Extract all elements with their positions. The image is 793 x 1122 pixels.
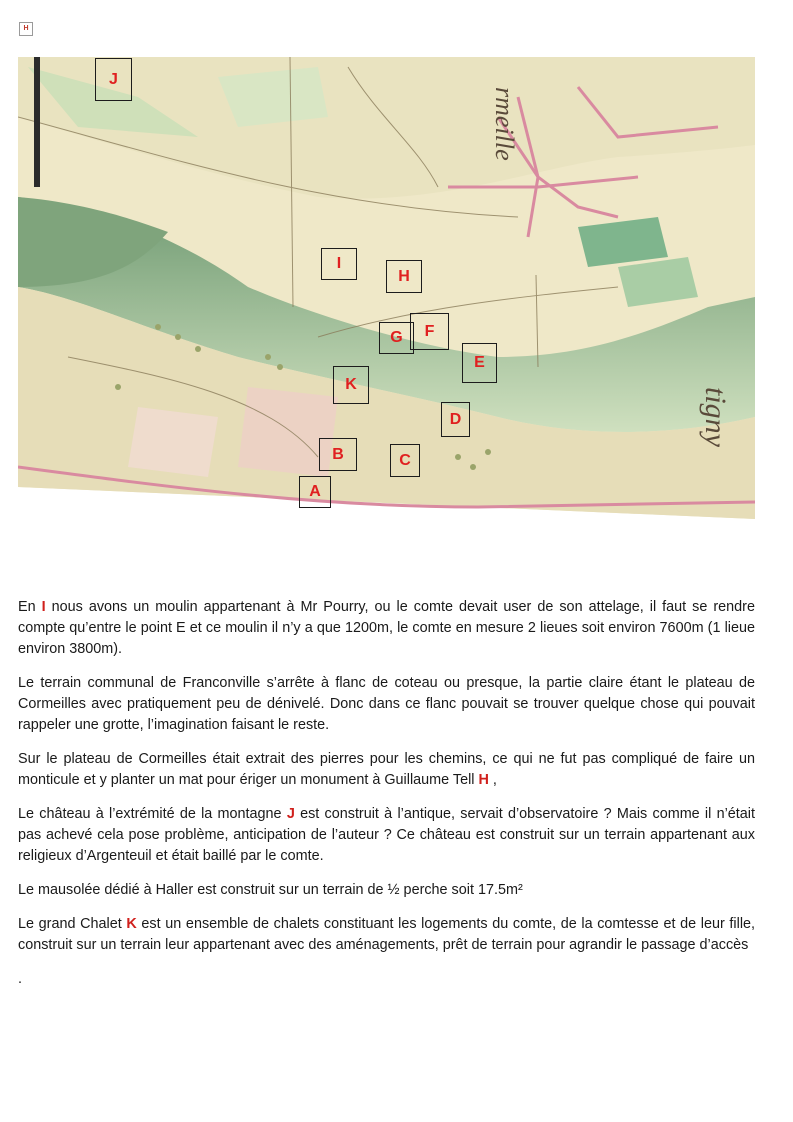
map-marker-label: I bbox=[336, 255, 342, 272]
map-marker-label: E bbox=[474, 354, 485, 371]
map-marker-a bbox=[299, 476, 331, 508]
map-marker-label: B bbox=[332, 445, 344, 463]
map-marker-e bbox=[462, 343, 497, 383]
map-east-name: tigny bbox=[699, 387, 732, 447]
map-marker-label: H bbox=[398, 267, 410, 285]
map-marker-label: G bbox=[390, 329, 403, 346]
map-marker-d bbox=[441, 402, 470, 437]
paragraph-text: nous avons un moulin appartenant à Mr Pourry, ou le comte devait user de son attelage, il faut se rendre compte qu’entre le point E et ce moulin il n’y a que 1200m, le comte en mesure 2 lieues soit environ 7600m (1 lieue environ 3800m). bbox=[18, 599, 755, 657]
map-marker-h bbox=[386, 260, 422, 293]
map-drawing bbox=[18, 57, 755, 551]
paragraph bbox=[18, 597, 755, 660]
paragraph bbox=[18, 749, 755, 791]
map-marker-j bbox=[95, 58, 132, 101]
paragraph-text: Le château à l’extrémité de la montagne bbox=[18, 806, 287, 822]
paragraph bbox=[18, 673, 755, 736]
paragraph-text: est un ensemble de chalets constituant les logements du comte, de la comtesse et de leur fille, construit sur un terrain leur appartenant avec des aménagements, prêt de terrain pour agrandir le passage d’accès bbox=[18, 916, 756, 953]
paragraph-text: Le grand Chalet bbox=[18, 916, 127, 932]
cadastral-map bbox=[18, 57, 755, 551]
map-marker-label: F bbox=[424, 322, 435, 340]
map-marker-label: K bbox=[345, 376, 357, 393]
paragraph-text: Le terrain communal de Franconville s’arrête à flanc de coteau ou presque, la partie claire étant le plateau de Cormeilles avec pratiquement peu de dénivelé. Donc dans ce flanc pouvait se trouver quelque chose qui pouvait rappeler une grotte, l’imagination faisant le reste. bbox=[18, 675, 755, 733]
marker-reference: K bbox=[126, 916, 137, 932]
paragraph-text: est construit à l’antique, servait d’observatoire ? Mais comme il n’était pas achevé cela pose problème, anticipation de l’auteur ? Ce château est construit sur un terrain appartenant aux religieux d’Argenteuil et était baillé par le comte. bbox=[18, 806, 755, 864]
paragraph bbox=[18, 880, 755, 901]
body-text bbox=[18, 597, 755, 1003]
map-marker-g bbox=[379, 322, 414, 354]
paragraph bbox=[18, 804, 755, 867]
header-h-icon: H bbox=[19, 22, 33, 36]
marker-reference: J bbox=[286, 806, 295, 822]
map-marker-b bbox=[319, 438, 357, 471]
trailing-dot: . bbox=[18, 971, 22, 987]
paragraph bbox=[18, 914, 755, 956]
paragraph-text: En bbox=[18, 599, 42, 615]
map-marker-label: D bbox=[449, 410, 462, 428]
paragraph-text: , bbox=[488, 772, 497, 788]
marker-reference: I bbox=[41, 599, 46, 615]
map-marker-label: C bbox=[399, 451, 411, 469]
paragraph-text: Le mausolée dédié à Haller est construit sur un terrain de ½ perche soit 17.5m² bbox=[18, 882, 523, 898]
map-marker-label: A bbox=[309, 483, 321, 500]
map-marker-i bbox=[321, 248, 357, 280]
marker-reference: H bbox=[478, 772, 489, 788]
map-marker-f bbox=[410, 313, 449, 350]
map-town-name: rmeille bbox=[490, 87, 519, 161]
paragraph-text: Sur le plateau de Cormeilles était extrait des pierres pour les chemins, ce qui ne fut pas compliqué de faire un monticule et y planter un mat pour ériger un monument à Guillaume Tell bbox=[18, 751, 755, 788]
map-marker-k bbox=[333, 366, 369, 404]
map-marker-label: J bbox=[109, 70, 118, 88]
map-marker-c bbox=[390, 444, 420, 477]
